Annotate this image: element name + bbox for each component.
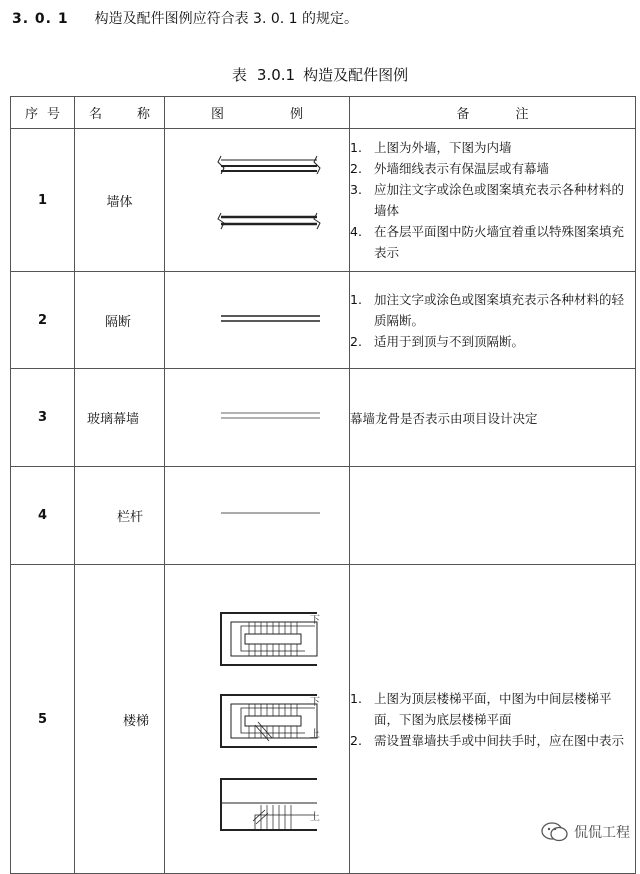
row-note: 幕墙龙骨是否表示由项目设计决定 — [350, 369, 636, 467]
partition-legend-symbol — [165, 272, 350, 369]
row-number: 1 — [11, 129, 75, 272]
wechat-icon — [540, 821, 570, 843]
note-text: 应加注文字或涂色或图案填充表示各种材料的墙体 — [374, 182, 625, 218]
header-legend-char1: 图 — [211, 107, 225, 122]
stair-up-label: 上 — [310, 812, 320, 823]
table-row — [11, 272, 636, 369]
curtain-wall-legend-symbol — [165, 369, 350, 467]
header-legend-char2: 例 — [289, 107, 303, 122]
row-number: 5 — [11, 565, 75, 874]
railing-diagram — [165, 467, 350, 561]
row-notes — [350, 129, 636, 272]
wall-legend-symbol — [165, 129, 350, 272]
note-item — [350, 158, 635, 179]
note-index: 4. — [350, 224, 362, 239]
stair-down-label: 下 — [310, 615, 320, 626]
row-name: 楼梯 — [75, 565, 165, 874]
row-number: 4 — [11, 467, 75, 565]
header-note-char1: 备 — [456, 107, 470, 122]
note-index: 3. — [350, 182, 362, 197]
table-row — [11, 369, 636, 467]
note-index: 1. — [350, 690, 362, 706]
header-legend — [165, 97, 350, 129]
watermark-text: 侃侃工程 — [574, 825, 630, 841]
curtain-wall-diagram — [165, 369, 350, 463]
row-name: 玻璃幕墙 — [75, 369, 165, 467]
note-index: 2. — [350, 161, 362, 176]
note-item — [350, 137, 635, 158]
header-name — [75, 97, 165, 129]
note-item — [350, 221, 635, 263]
header-note — [350, 97, 636, 129]
note-item — [350, 730, 635, 751]
note-text: 上图为顶层楼梯平面，中图为中间层楼梯平面，下图为底层楼梯平面 — [374, 690, 612, 727]
table-row — [11, 467, 636, 565]
note-index: 1. — [350, 291, 362, 307]
row-notes — [350, 272, 636, 369]
note-item — [350, 331, 635, 352]
legend-table — [10, 96, 636, 874]
row-number: 2 — [11, 272, 75, 369]
wall-diagram — [165, 129, 350, 268]
note-index: 1. — [350, 140, 362, 155]
table-caption — [0, 64, 640, 85]
partition-diagram — [165, 272, 350, 365]
row-name: 隔断 — [75, 272, 165, 369]
note-text: 上图为外墙，下图为内墙 — [374, 140, 512, 155]
note-text: 外墙细线表示有保温层或有幕墙 — [374, 161, 550, 176]
stair-down-label: 下 — [310, 697, 320, 708]
note-index: 2. — [350, 333, 362, 349]
header-name-char2: 称 — [136, 107, 150, 122]
stair-diagram — [165, 565, 350, 870]
watermark — [540, 821, 630, 843]
row-name: 墙体 — [75, 129, 165, 272]
clause-number: 3. 0. 1 — [12, 11, 69, 27]
railing-legend-symbol — [165, 467, 350, 565]
stair-legend-symbol — [165, 565, 350, 874]
note-item — [350, 289, 635, 331]
caption-title: 构造及配件图例 — [303, 66, 409, 84]
note-text: 在各层平面图中防火墙宜着重以特殊图案填充表示 — [374, 224, 625, 260]
header-note-char2: 注 — [515, 107, 529, 122]
caption-number: 3.0.1 — [256, 66, 296, 84]
note-text: 加注文字或涂色或图案填充表示各种材料的轻质隔断。 — [374, 291, 625, 328]
header-seq — [11, 97, 75, 129]
table-header-row — [11, 97, 636, 129]
header-seq-char1: 序 — [25, 107, 39, 122]
header-seq-char2: 号 — [46, 107, 60, 122]
header-name-char1: 名 — [89, 107, 103, 122]
note-index: 2. — [350, 732, 362, 748]
clause-line — [12, 8, 358, 28]
table-row — [11, 129, 636, 272]
row-note — [350, 467, 636, 565]
note-item — [350, 179, 635, 221]
note-item — [350, 688, 635, 730]
note-text: 适用于到顶与不到顶隔断。 — [374, 333, 525, 349]
stair-up-label: 上 — [310, 729, 320, 740]
row-name: 栏杆 — [75, 467, 165, 565]
caption-prefix: 表 — [231, 66, 247, 84]
row-number: 3 — [11, 369, 75, 467]
clause-text: 构造及配件图例应符合表 3. 0. 1 的规定。 — [94, 11, 359, 27]
note-text: 需设置靠墙扶手或中间扶手时，应在图中表示 — [374, 732, 625, 748]
